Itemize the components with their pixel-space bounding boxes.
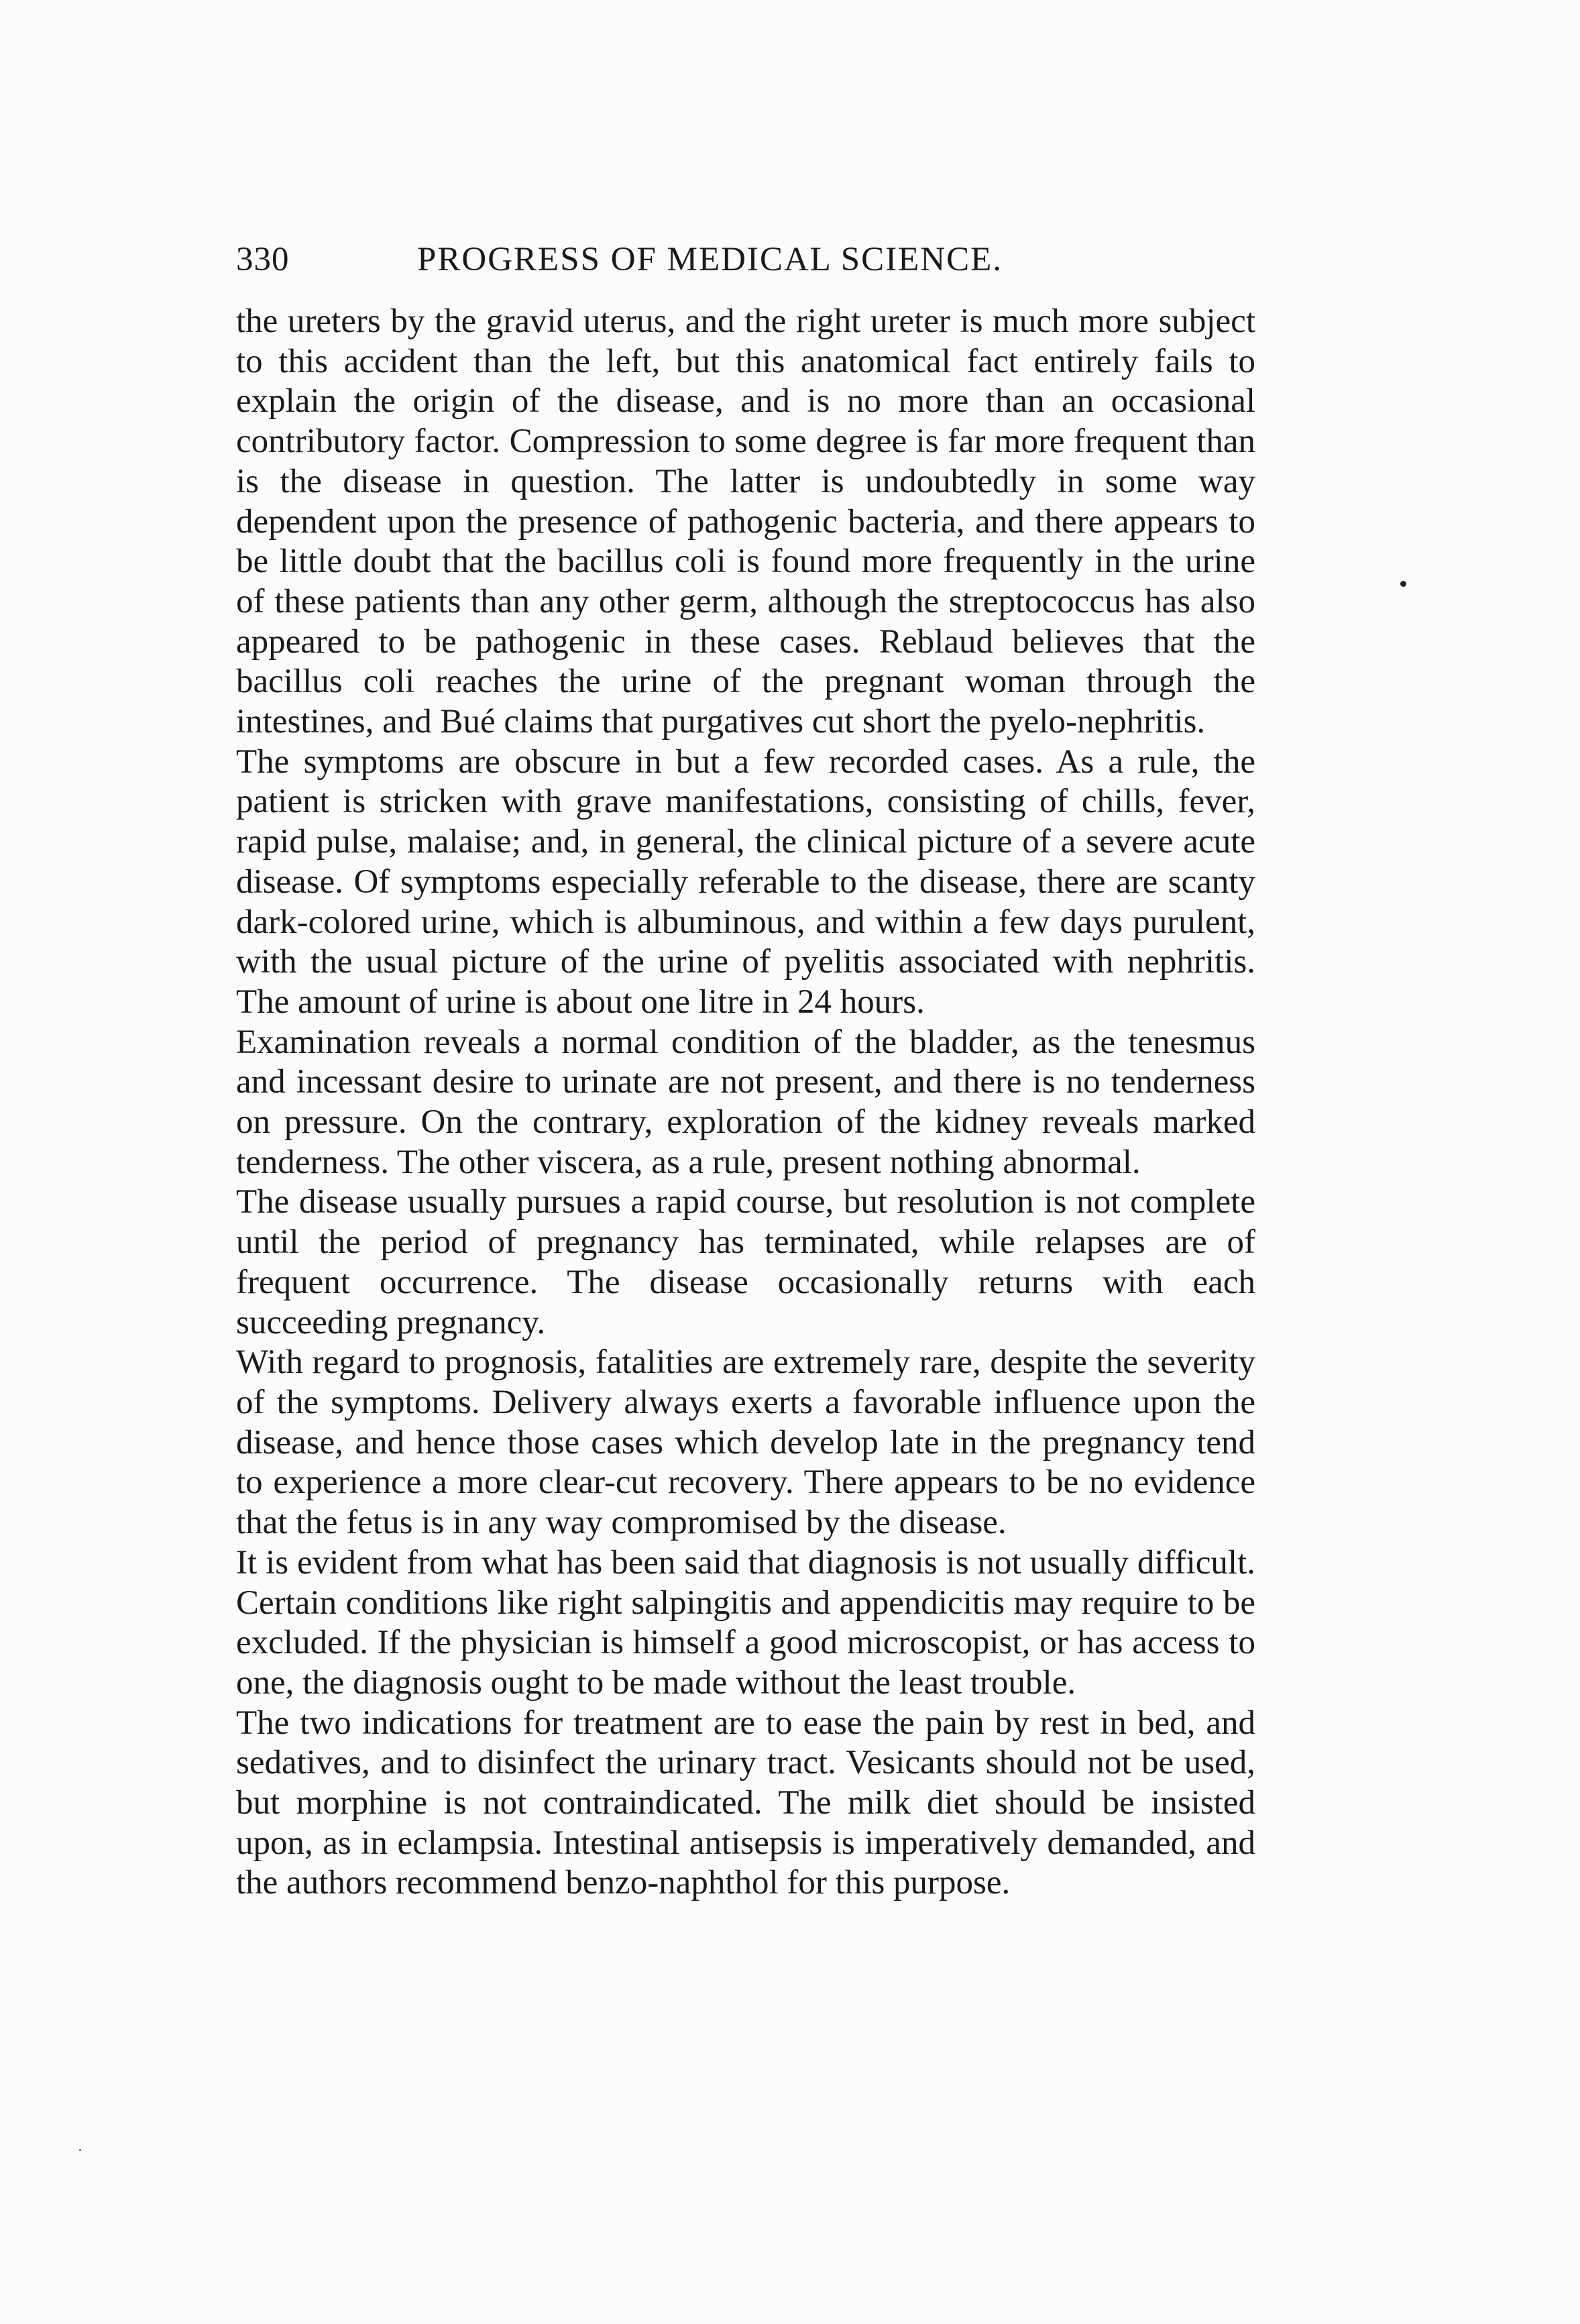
paragraph-prognosis: With regard to prognosis, fatalities are extremely rare, despite the severity of the symptoms. Delivery always exerts a favorable influence upon the disease, and hence those cases which develop late in the pregnancy tend to experience a more clear-cut recovery. There appears to be no evidence that the fetus is in any way compromised by the disease. [236, 1343, 1255, 1542]
page-number: 330 [236, 241, 290, 278]
paragraph-examination: Examination reveals a normal condition of the bladder, as the tenesmus and incessant desire to urinate are not present, and there is no tenderness on pressure. On the contrary, exploration of the kidney reveals marked tenderness. The other viscera, as a rule, present nothing abnormal. [236, 1023, 1255, 1181]
running-title: PROGRESS OF MEDICAL SCIENCE. [417, 241, 1003, 278]
body-text [236, 302, 1255, 1903]
paragraph-diagnosis: It is evident from what has been said that diagnosis is not usually difficult. Certain conditions like right salpingitis and appendicitis may require to be excluded. If the physician is himself a good microscopist, or has access to one, the diagnosis ought to be made without the least trouble. [236, 1543, 1255, 1702]
ink-speck [1400, 581, 1406, 587]
ink-speck-small [79, 2149, 81, 2151]
paragraph-ureters: the ureters by the gravid uterus, and the right ureter is much more subject to this accident than the left, but this anatomical fact entirely fails to explain the origin of the disease, and is no more than an occasional contributory factor. Compression to some degree is far more frequent than is the disease in question. The latter is undoubtedly in some way dependent upon the presence of pathogenic bacteria, and there appears to be little doubt that the bacillus coli is found more frequently in the urine of these patients than any other germ, although the streptococcus has also appeared to be pathogenic in these cases. Reblaud believes that the bacillus coli reaches the urine of the pregnant woman through the intestines, and Bué claims that purgatives cut short the pyelo-nephritis. [236, 302, 1255, 741]
page-header [236, 240, 1255, 294]
paragraph-course: The disease usually pursues a rapid course, but resolution is not complete until the period of pregnancy has terminated, while relapses are of frequent occurrence. The disease occasionally returns with each succeeding pregnancy. [236, 1183, 1255, 1341]
paragraph-symptoms: The symptoms are obscure in but a few recorded cases. As a rule, the patient is stricken with grave manifestations, consisting of chills, fever, rapid pulse, malaise; and, in general, the clinical picture of a severe acute disease. Of symptoms especially referable to the disease, there are scanty dark-colored urine, which is albuminous, and within a few days purulent, with the usual picture of the urine of pyelitis associated with nephritis. The amount of urine is about one litre in 24 hours. [236, 742, 1255, 1021]
paragraph-treatment: The two indications for treatment are to ease the pain by rest in bed, and sedatives, and to disinfect the urinary tract. Vesicants should not be used, but morphine is not contraindicated. The milk diet should be insisted upon, as in eclampsia. Intestinal antisepsis is imperatively demanded, and the authors recommend benzo-naphthol for this purpose. [236, 1704, 1255, 1902]
